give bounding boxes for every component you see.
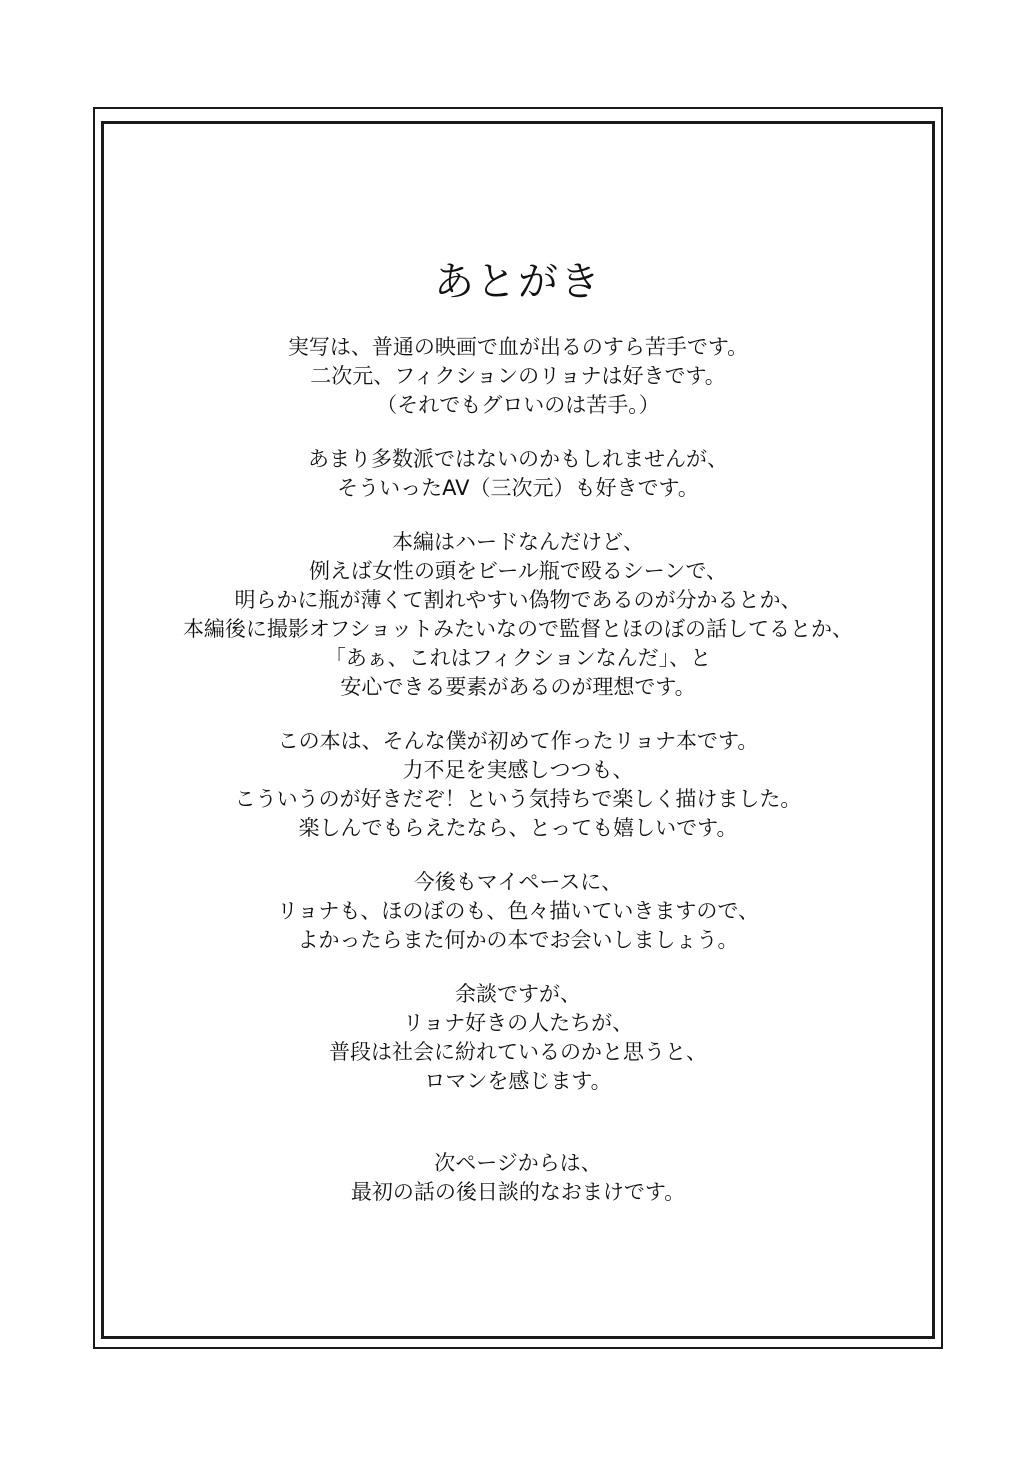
text-line: 「あぁ、これはフィクションなんだ」、と <box>324 646 712 670</box>
paragraph-7 <box>101 1149 935 1207</box>
afterword-body <box>101 333 935 1232</box>
text-line: 楽しんでもらえたなら、とっても嬉しいです。 <box>298 816 738 840</box>
page-title: あとがき <box>434 259 602 305</box>
text-line: 普段は社会に紛れているのかと思うと、 <box>329 1040 707 1064</box>
text-line: 明らかに瓶が薄くて割れやすい偽物であるのが分かるとか、 <box>234 588 802 612</box>
text-line: ロマンを感じます。 <box>424 1069 612 1093</box>
text-line: 余談ですが、 <box>455 982 581 1006</box>
text-line: 安心できる要素があるのが理想です。 <box>340 675 696 699</box>
text-line: こういうのが好きだぞ！という気持ちで楽しく描けました。 <box>234 787 802 811</box>
text-line: 本編後に撮影オフショットみたいなので監督とほのぼの話してるとか、 <box>182 617 854 641</box>
text-line: 力不足を実感しつつも、 <box>402 758 634 782</box>
paragraph-6 <box>101 980 935 1096</box>
text-line: 例えば女性の頭をビール瓶で殴るシーンで、 <box>309 559 727 583</box>
text-line: （それでもグロいのは苦手。） <box>376 393 660 417</box>
text-line: 本編はハードなんだけど、 <box>392 530 644 554</box>
text-line: 二次元、フィクションのリョナは好きです。 <box>310 364 726 388</box>
text-line: 最初の話の後日談的なおまけです。 <box>350 1180 686 1204</box>
text-line: この本は、そんな僕が初めて作ったリョナ本です。 <box>277 729 759 753</box>
text-line: リョナも、ほのぼのも、色々描いていきますので、 <box>277 899 759 923</box>
text-line: よかったらまた何かの本でお会いしましょう。 <box>297 928 739 952</box>
text-line: 今後もマイペースに、 <box>413 870 623 894</box>
paragraph-1 <box>101 333 935 420</box>
text-line: 実写は、普通の映画で血が出るのすら苦手です。 <box>287 335 749 359</box>
paragraph-4 <box>101 727 935 843</box>
text-line: リョナ好きの人たちが、 <box>402 1011 634 1035</box>
text-line: そういったAV（三次元）も好きです。 <box>337 476 699 500</box>
paragraph-2 <box>101 445 935 503</box>
text-line: 次ページからは、 <box>434 1151 602 1175</box>
text-line: あまり多数派ではないのかもしれませんが、 <box>308 447 728 471</box>
paragraph-5 <box>101 868 935 955</box>
paragraph-3 <box>101 528 935 702</box>
